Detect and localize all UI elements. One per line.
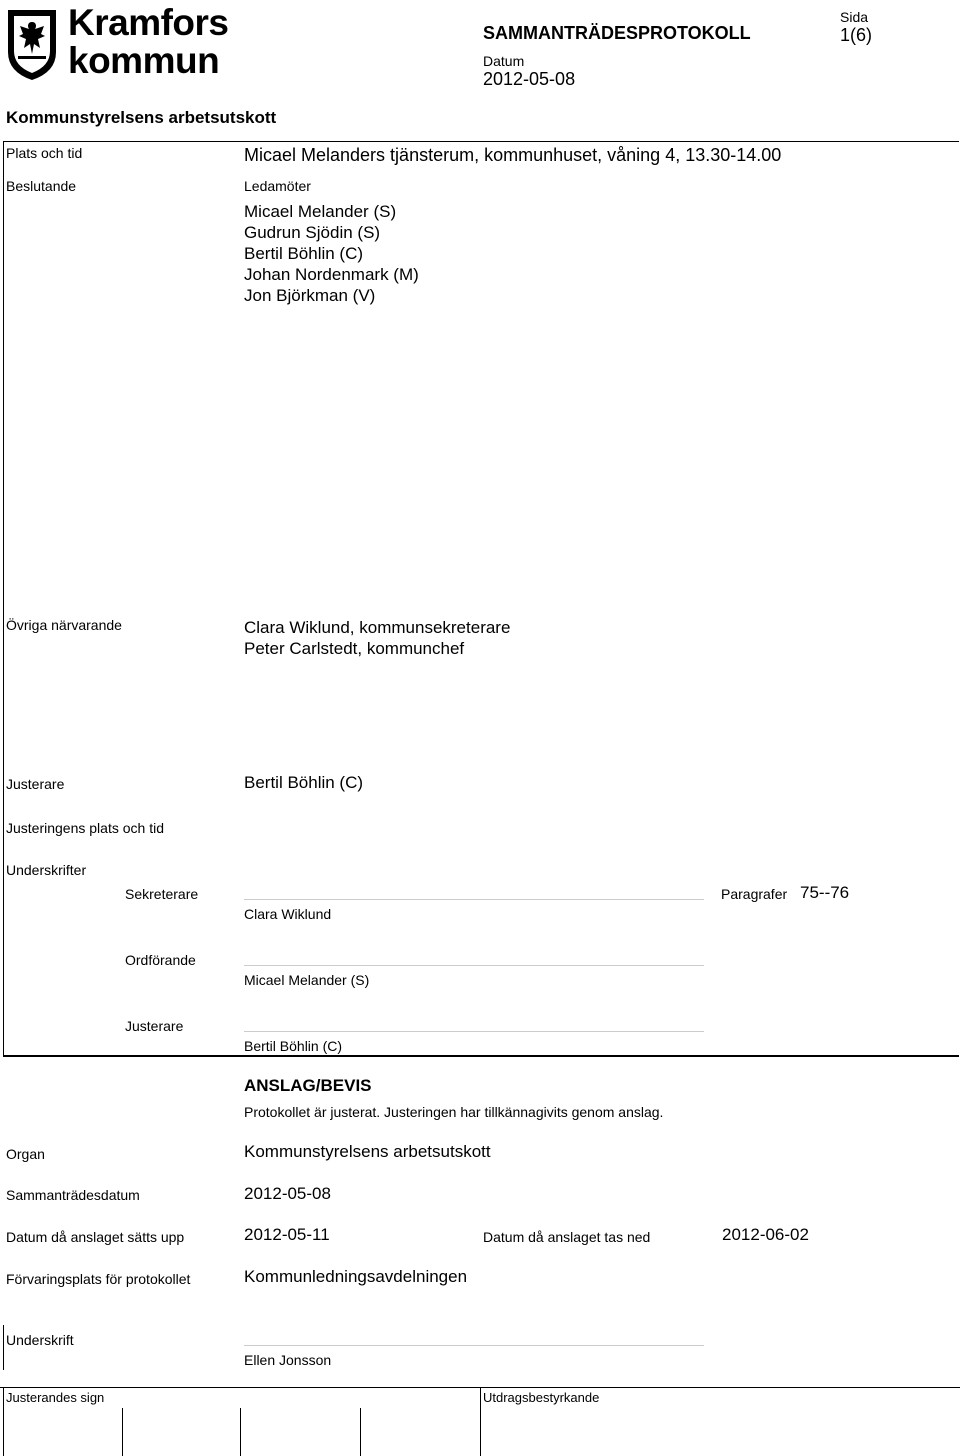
adjuster-signature-line	[244, 1031, 704, 1032]
adjuster-value: Bertil Böhlin (C)	[244, 773, 364, 792]
organ-label: Organ	[6, 1146, 45, 1162]
notice-text: Protokollet är justerat. Justeringen har tillkännagivits genom anslag.	[244, 1104, 664, 1120]
logo-text-line2: kommun	[68, 40, 220, 81]
date-value: 2012-05-08	[483, 69, 576, 89]
members-label: Ledamöter	[244, 178, 311, 194]
logo-text-line1: Kramfors	[68, 2, 229, 43]
others-list	[244, 617, 510, 659]
committee-title: Kommunstyrelsens arbetsutskott	[6, 108, 277, 127]
member-name: Gudrun Sjödin (S)	[244, 223, 381, 242]
deciding-label: Beslutande	[6, 178, 77, 194]
secretary-label: Sekreterare	[125, 886, 199, 902]
page-label: Sida	[840, 9, 869, 25]
signature-label: Underskrift	[6, 1332, 74, 1348]
signatures-label: Underskrifter	[6, 862, 87, 878]
meeting-date-value: 2012-05-08	[244, 1184, 331, 1203]
date-label: Datum	[483, 53, 525, 69]
organ-value: Kommunstyrelsens arbetsutskott	[244, 1142, 491, 1161]
logo	[6, 2, 256, 84]
chair-signature-line	[244, 965, 704, 966]
chair-name: Micael Melander (S)	[244, 972, 370, 988]
posted-label: Datum då anslaget sätts upp	[6, 1229, 185, 1245]
chair-label: Ordförande	[125, 952, 196, 968]
top-rule	[3, 141, 959, 142]
notice-separator	[3, 1055, 959, 1057]
left-border	[3, 141, 4, 1056]
footer-divider	[122, 1408, 123, 1456]
signature-left-border	[3, 1325, 4, 1370]
page-number: 1(6)	[840, 25, 873, 45]
signature-name: Ellen Jonsson	[244, 1352, 332, 1368]
doc-type: SAMMANTRÄDESPROTOKOLL	[483, 23, 751, 43]
footer-divider	[240, 1408, 241, 1456]
meeting-date-label: Sammanträdesdatum	[6, 1187, 140, 1203]
other-attendee: Peter Carlstedt, kommunchef	[244, 639, 465, 658]
posted-value: 2012-05-11	[244, 1225, 330, 1244]
members-list	[244, 201, 419, 306]
member-name: Micael Melander (S)	[244, 202, 397, 221]
footer-divider	[3, 1387, 4, 1456]
adjust-place-label: Justeringens plats och tid	[6, 820, 164, 836]
coat-of-arms-icon	[6, 8, 58, 82]
removed-label: Datum då anslaget tas ned	[483, 1229, 651, 1245]
paragraphs-value: 75--76	[800, 883, 850, 902]
notice-title: ANSLAG/BEVIS	[244, 1076, 372, 1095]
adjusters-sign-label: Justerandes sign	[6, 1390, 105, 1405]
storage-label: Förvaringsplats för protokollet	[6, 1271, 191, 1287]
others-label: Övriga närvarande	[6, 617, 122, 633]
paragraphs-label: Paragrafer	[721, 886, 788, 902]
storage-value: Kommunledningsavdelningen	[244, 1267, 468, 1286]
member-name: Johan Nordenmark (M)	[244, 265, 419, 284]
footer-divider	[480, 1387, 481, 1456]
other-attendee: Clara Wiklund, kommunsekreterare	[244, 618, 511, 637]
place-value: Micael Melanders tjänsterum, kommunhuset, våning 4, 13.30-14.00	[244, 145, 782, 165]
secretary-name: Clara Wiklund	[244, 906, 332, 922]
notice-signature-line	[244, 1345, 704, 1346]
member-name: Jon Björkman (V)	[244, 286, 376, 305]
sign-adjuster-label: Justerare	[125, 1018, 184, 1034]
footer-divider	[360, 1408, 361, 1456]
place-label: Plats och tid	[6, 145, 83, 161]
removed-value: 2012-06-02	[722, 1225, 809, 1244]
adjuster-label: Justerare	[6, 776, 65, 792]
extract-label: Utdragsbestyrkande	[483, 1390, 600, 1405]
sign-adjuster-name: Bertil Böhlin (C)	[244, 1038, 343, 1054]
secretary-signature-line	[244, 899, 704, 900]
member-name: Bertil Böhlin (C)	[244, 244, 364, 263]
